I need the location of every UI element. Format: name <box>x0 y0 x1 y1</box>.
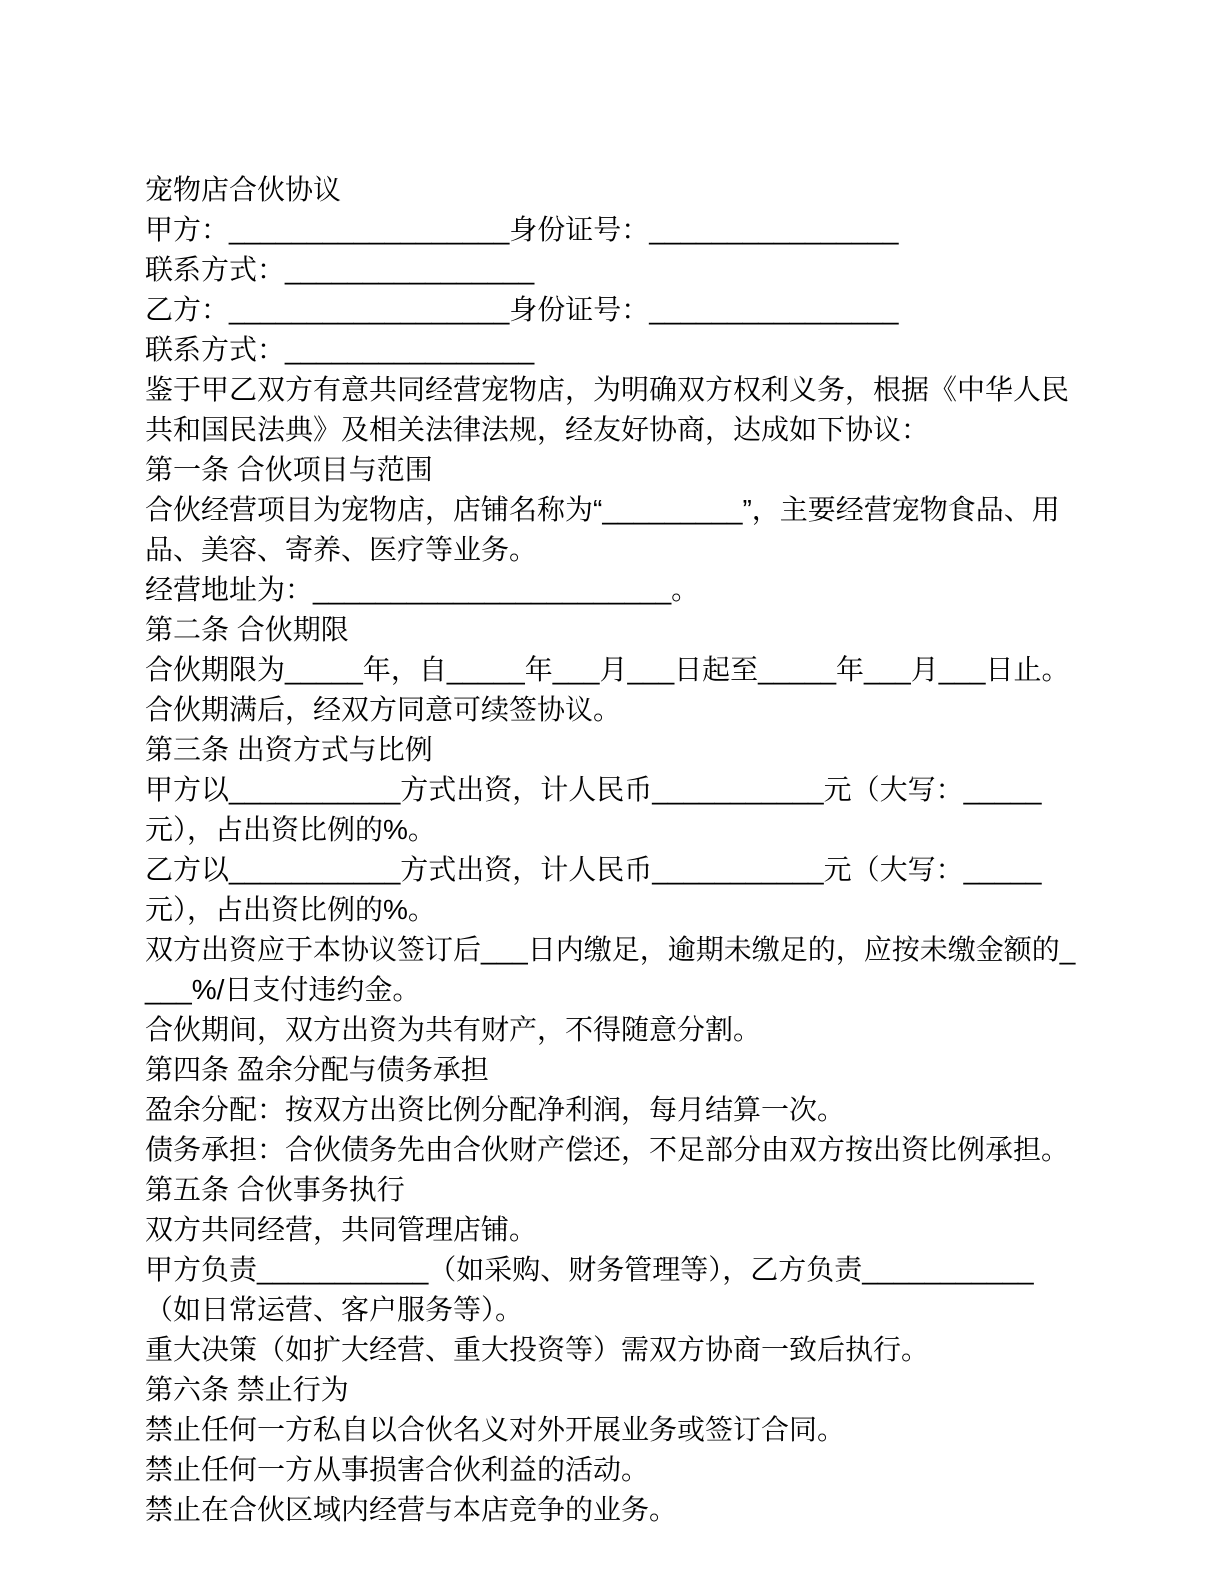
paragraph: 双方共同经营，共同管理店铺。 <box>145 1214 538 1245</box>
paragraph: 第五条 合伙事务执行 <box>145 1174 405 1205</box>
paragraph: 乙方：__________________身份证号：________________ <box>145 294 899 325</box>
paragraph: 盈余分配：按双方出资比例分配净利润，每月结算一次。 <box>145 1094 846 1125</box>
paragraph: 合伙期间，双方出资为共有财产，不得随意分割。 <box>145 1014 762 1045</box>
paragraph: 乙方以___________方式出资，计人民币___________元（大写：_____元），占出资比例的%。 <box>145 854 1042 925</box>
paragraph: 合伙经营项目为宠物店，店铺名称为“_________”，主要经营宠物食品、用品、美容、寄养、医疗等业务。 <box>145 494 1060 565</box>
paragraph: 禁止任何一方从事损害合伙利益的活动。 <box>145 1454 650 1485</box>
paragraph: 甲方：__________________身份证号：________________ <box>145 214 899 245</box>
paragraph: 第三条 出资方式与比例 <box>145 734 433 765</box>
paragraph: 重大决策（如扩大经营、重大投资等）需双方协商一致后执行。 <box>145 1334 930 1365</box>
document-body <box>145 210 1085 1530</box>
paragraph: 甲方负责___________（如采购、财务管理等），乙方负责___________（如日常运营、客户服务等）。 <box>145 1254 1034 1325</box>
paragraph: 双方出资应于本协议签订后___日内缴足，逾期未缴足的，应按未缴金额的____%/日支付违约金。 <box>145 934 1076 1005</box>
paragraph: 联系方式：________________ <box>145 254 535 285</box>
paragraph: 第二条 合伙期限 <box>145 614 349 645</box>
paragraph: 经营地址为：_______________________。 <box>145 574 700 605</box>
paragraph: 第四条 盈余分配与债务承担 <box>145 1054 489 1085</box>
paragraph: 第六条 禁止行为 <box>145 1374 349 1405</box>
paragraph: 第一条 合伙项目与范围 <box>145 454 433 485</box>
paragraph: 债务承担：合伙债务先由合伙财产偿还，不足部分由双方按出资比例承担。 <box>145 1134 1070 1165</box>
paragraph: 禁止任何一方私自以合伙名义对外开展业务或签订合同。 <box>145 1414 846 1445</box>
paragraph: 合伙期满后，经双方同意可续签协议。 <box>145 694 622 725</box>
paragraph: 联系方式：________________ <box>145 334 535 365</box>
paragraph: 禁止在合伙区域内经营与本店竞争的业务。 <box>145 1494 678 1525</box>
document-title: 宠物店合伙协议 <box>145 174 342 205</box>
paragraph: 鉴于甲乙双方有意共同经营宠物店，为明确双方权利义务，根据《中华人民共和国民法典》及相关法律法规，经友好协商，达成如下协议： <box>145 374 1070 445</box>
paragraph: 甲方以___________方式出资，计人民币___________元（大写：_____元），占出资比例的%。 <box>145 774 1042 845</box>
paragraph: 合伙期限为_____年，自_____年___月___日起至_____年___月___日止。 <box>145 654 1070 685</box>
